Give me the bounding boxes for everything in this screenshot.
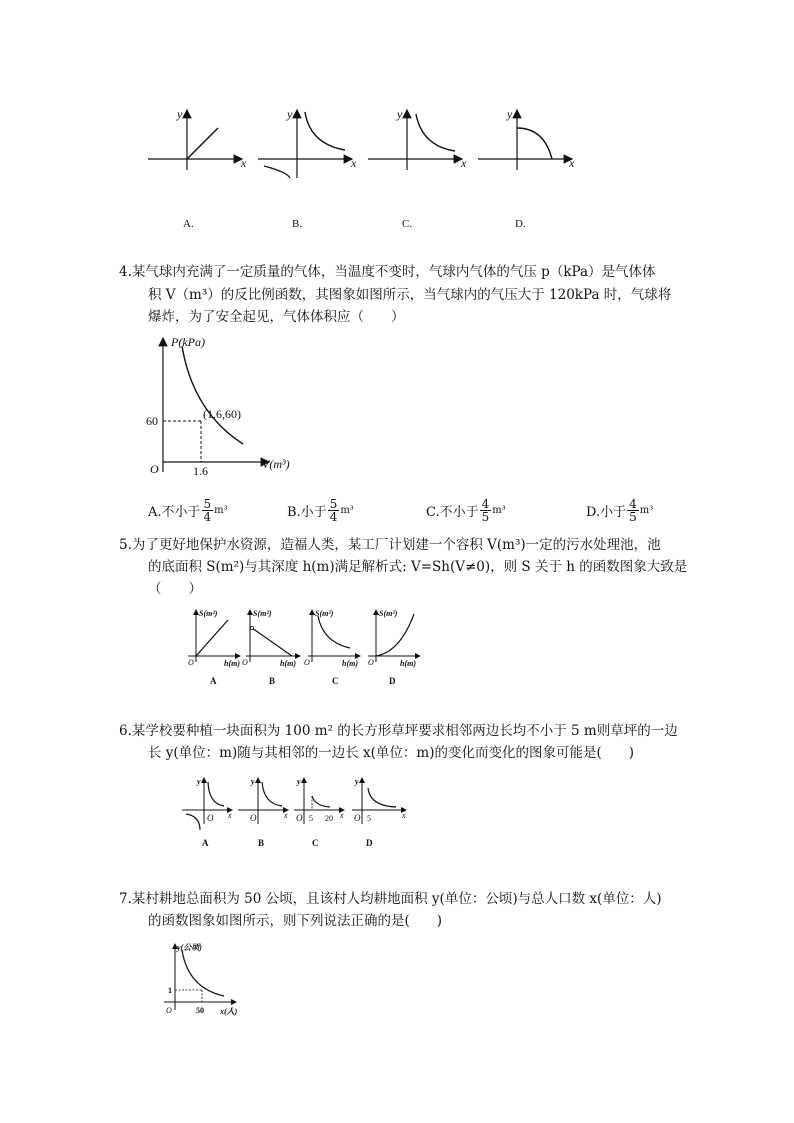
q6-a-y: y [197,777,201,786]
q4-y-label: P(kPa) [171,335,205,349]
q4-b-den: 4 [329,510,338,524]
q4-b-unit: m³ [340,505,354,516]
q5-option-d: D [389,676,396,686]
q4-text-line1: 4.某气球内充满了一定质量的气体，当温度不变时，气球内气体的气压 p（kPa）是气体体 [119,264,656,280]
q4-tick-1-6: 1.6 [193,464,208,478]
q4-answer-c[interactable] [426,498,506,523]
q5-graph-b [242,609,300,686]
q4-text-line3: 爆炸，为了安全起见，气体体积应（ ） [148,309,405,325]
q5-text-line1: 5.为了更好地保护水资源，造福人类，某工厂计划建一个容积 V(m³)一定的污水处理池，池 [119,537,661,553]
q6-a-o: O [207,813,214,823]
q6-b-o: O [250,813,257,823]
q4-d-prefix: D.小于 [586,505,627,520]
q6-c-x: x [340,811,344,820]
q5-graph-d [368,609,420,686]
q4-tick-60: 60 [146,414,158,428]
q6-c-o: O [296,813,303,823]
q3-option-a: A. [183,218,194,230]
q4-answer-b[interactable] [287,498,354,523]
q6-d-y: y [355,777,359,786]
q6-graph-c [294,777,344,848]
q4-d-den: 5 [629,510,637,524]
q4-d-fraction [627,498,639,523]
q5-graph-c [304,609,360,686]
q6-a-x: x [228,811,232,820]
q7-y-label: y(公顷) [177,943,202,952]
q4-point-label: (1.6,60) [203,407,241,421]
q5-d-o: O [368,658,374,667]
q4-a-prefix: A.不小于 [148,505,201,520]
q6-b-x: x [284,811,288,820]
q7-text-line2: 的函数图象如图所示，则下列说法正确的是( ) [148,913,443,929]
q5-option-b: B [269,676,276,686]
q4-b-num: 5 [329,497,338,511]
q5-option-a: A [210,676,217,686]
q3-graph-a [148,107,247,230]
q5-graphs [180,604,420,690]
q4-c-num: 4 [481,497,490,511]
q7-tick-1: 1 [168,986,172,995]
q4-a-num: 5 [203,497,212,511]
q5-graph-a [188,609,240,686]
q4-d-num: 4 [629,497,637,511]
q3-c-y: y [397,107,403,121]
q3-graph-c [368,107,467,230]
q6-option-c: C [312,838,319,848]
q4-graph [145,332,305,480]
q5-option-c: C [332,676,339,686]
q6-option-b: B [258,838,265,848]
q7-tick-50: 50 [196,1006,204,1015]
q3-option-b: B. [292,218,303,230]
q4-answer-a[interactable] [148,498,228,523]
q3-a-y: y [177,107,183,121]
q3-d-x: x [569,156,575,170]
q6-text-line1: 6.某学校要种植一块面积为 100 m² 的长方形草坪要求相邻两边长均不小于 5 m则草坪的一边 [119,723,678,739]
q5-a-y: S(m²) [199,609,218,618]
q3-b-y: y [287,107,293,121]
q4-a-unit: m³ [214,505,228,516]
q5-d-y: S(m²) [379,609,398,618]
q5-c-x: h(m) [342,659,358,668]
q6-graph-a [182,777,232,848]
q6-d-o: O [354,813,361,823]
q6-graphs [178,774,413,850]
q7-x-label: x(人) [220,1007,238,1016]
q4-c-unit: m³ [492,505,506,516]
q4-x-label: V(m³) [262,457,290,471]
q4-text-line2: 积 V（m³）的反比例函数，其图象如图所示，当气球内的气压大于 120kPa 时，气球将 [148,287,672,303]
q5-b-o: O [242,658,248,667]
q3-option-d: D. [515,218,526,230]
q6-option-a: A [202,838,209,848]
q4-c-den: 5 [481,510,490,524]
q7-graph [158,940,242,1020]
q7-origin: O [166,1006,172,1015]
q3-c-x: x [461,156,467,170]
q6-option-d: D [366,838,373,848]
q4-c-prefix: C.不小于 [426,505,479,520]
q6-b-y: y [251,777,255,786]
q6-c-tick5: 5 [309,814,313,823]
q4-origin: O [150,462,159,476]
q3-option-c: C. [402,218,413,230]
q6-d-x: x [402,811,406,820]
q6-c-tick20: 20 [325,814,333,823]
q3-d-y: y [507,107,513,121]
q4-answer-d[interactable] [586,498,653,523]
q4-b-fraction [328,498,340,523]
q5-b-y: S(m²) [253,609,272,618]
q5-a-x: h(m) [224,659,240,668]
q4-b-prefix: B.小于 [287,505,327,520]
q5-d-x: h(m) [400,659,416,668]
q5-text-line2: 的底面积 S(m²)与其深度 h(m)满足解析式: V=Sh(V≠0)，则 S 关于 h 的函数图象大致是 [148,559,688,575]
q6-c-y: y [297,777,301,786]
q6-d-tick5: 5 [367,814,371,823]
q7-text-line1: 7.某村耕地总面积为 50 公顷，且该村人均耕地面积 y(单位：公顷)与总人口数 x(单位：人) [119,891,662,907]
q3-graph-b [258,107,357,230]
q6-graph-b [238,777,288,848]
q3-graph-d [478,107,575,230]
q3-a-x: x [241,156,247,170]
q4-c-fraction [480,498,492,523]
q3-b-x: x [351,156,357,170]
q4-a-fraction [202,498,214,523]
q5-a-o: O [188,658,194,667]
q5-c-y: S(m²) [315,609,334,618]
q6-text-line2: 长 y(单位：m)随与其相邻的一边长 x(单位：m)的变化而变化的图象可能是( ) [148,745,635,761]
q6-graph-d [352,777,406,848]
q4-d-unit: m³ [639,505,654,516]
q3-graphs [140,100,590,235]
q4-a-den: 4 [203,510,212,524]
q5-text-line3: （ ） [148,581,202,597]
q5-c-o: O [304,658,310,667]
q5-b-x: h(m) [280,659,296,668]
